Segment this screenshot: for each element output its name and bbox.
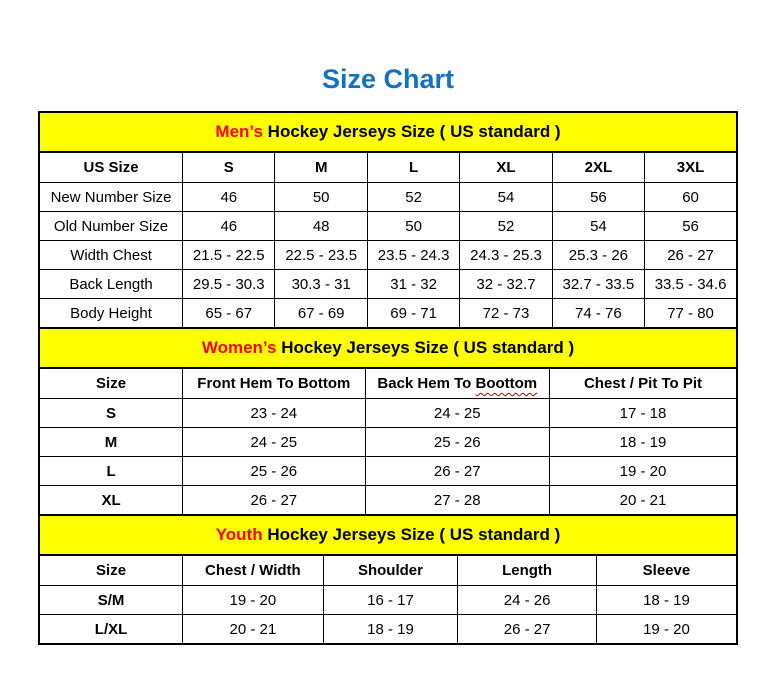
data-cell: 27 - 28 [365, 486, 549, 516]
column-header: Size [39, 368, 183, 399]
data-cell: 46 [183, 183, 275, 212]
data-cell: 69 - 71 [367, 299, 459, 329]
data-cell: 60 [645, 183, 737, 212]
data-cell: 22.5 - 23.5 [275, 241, 367, 270]
row-label: L/XL [39, 615, 183, 645]
data-cell: 18 - 19 [323, 615, 458, 645]
womens-section-title-highlight: Women’s [201, 338, 277, 357]
data-cell: 50 [275, 183, 367, 212]
column-header [365, 368, 549, 399]
data-cell: 25 - 26 [365, 428, 549, 457]
table-row [39, 270, 737, 299]
data-cell: 26 - 27 [183, 486, 365, 516]
column-header: Chest / Pit To Pit [550, 368, 738, 399]
page-title: Size Chart [321, 64, 455, 94]
data-cell: 32 - 32.7 [460, 270, 552, 299]
table-row [39, 586, 737, 615]
column-header: XL [460, 152, 552, 183]
youth-section-title-text: Hockey Jerseys Size ( US standard ) [262, 525, 561, 544]
table-row [39, 212, 737, 241]
youth-section-title-highlight: Youth [215, 525, 263, 544]
youth-section-title [39, 515, 737, 555]
data-cell: 56 [552, 183, 644, 212]
table-row [39, 428, 737, 457]
data-cell: 19 - 20 [550, 457, 738, 486]
data-cell: 25 - 26 [183, 457, 365, 486]
mens-section-title-text: Hockey Jerseys Size ( US standard ) [262, 122, 561, 141]
row-label: Body Height [39, 299, 183, 329]
womens-section-header-row [39, 328, 737, 368]
data-cell: 33.5 - 34.6 [645, 270, 737, 299]
data-cell: 20 - 21 [550, 486, 738, 516]
data-cell: 77 - 80 [645, 299, 737, 329]
row-label: Old Number Size [39, 212, 183, 241]
row-label: XL [39, 486, 183, 516]
data-cell: 24 - 26 [458, 586, 597, 615]
data-cell: 25.3 - 26 [552, 241, 644, 270]
data-cell: 24 - 25 [183, 428, 365, 457]
column-header: Size [39, 555, 183, 586]
data-cell: 56 [645, 212, 737, 241]
mens-section-header-row [39, 112, 737, 152]
data-cell: 54 [460, 183, 552, 212]
row-label: Back Length [39, 270, 183, 299]
data-cell: 26 - 27 [365, 457, 549, 486]
table-row [39, 486, 737, 516]
column-header: M [275, 152, 367, 183]
document-page [38, 0, 738, 645]
column-header: Front Hem To Bottom [183, 368, 365, 399]
youth-header-row [39, 555, 737, 586]
data-cell: 24 - 25 [365, 399, 549, 428]
column-header: US Size [39, 152, 183, 183]
data-cell: 23 - 24 [183, 399, 365, 428]
row-label: L [39, 457, 183, 486]
data-cell: 52 [367, 183, 459, 212]
womens-size-table [38, 327, 738, 516]
row-label: Width Chest [39, 241, 183, 270]
mens-table-body [39, 183, 737, 329]
column-header: Chest / Width [183, 555, 324, 586]
youth-section-header-row [39, 515, 737, 555]
data-cell: 17 - 18 [550, 399, 738, 428]
column-header: Shoulder [323, 555, 458, 586]
row-label: M [39, 428, 183, 457]
data-cell: 46 [183, 212, 275, 241]
mens-section-title [39, 112, 737, 152]
row-label: New Number Size [39, 183, 183, 212]
mens-size-table [38, 111, 738, 329]
data-cell: 18 - 19 [550, 428, 738, 457]
data-cell: 29.5 - 30.3 [183, 270, 275, 299]
column-header: 2XL [552, 152, 644, 183]
data-cell: 18 - 19 [596, 586, 737, 615]
table-row [39, 615, 737, 645]
column-header: 3XL [645, 152, 737, 183]
column-header: Length [458, 555, 597, 586]
data-cell: 21.5 - 22.5 [183, 241, 275, 270]
data-cell: 67 - 69 [275, 299, 367, 329]
misspelled-word: Boottom [475, 375, 538, 392]
womens-section-title-text: Hockey Jerseys Size ( US standard ) [276, 338, 575, 357]
column-header: Sleeve [596, 555, 737, 586]
table-row [39, 399, 737, 428]
data-cell: 31 - 32 [367, 270, 459, 299]
data-cell: 54 [552, 212, 644, 241]
youth-size-table [38, 514, 738, 645]
data-cell: 26 - 27 [645, 241, 737, 270]
table-row [39, 299, 737, 329]
table-row [39, 241, 737, 270]
data-cell: 32.7 - 33.5 [552, 270, 644, 299]
data-cell: 26 - 27 [458, 615, 597, 645]
mens-section-title-highlight: Men’s [215, 122, 263, 141]
table-row [39, 457, 737, 486]
womens-header-row [39, 368, 737, 399]
data-cell: 23.5 - 24.3 [367, 241, 459, 270]
data-cell: 52 [460, 212, 552, 241]
womens-table-body [39, 399, 737, 516]
data-cell: 48 [275, 212, 367, 241]
womens-section-title [39, 328, 737, 368]
data-cell: 65 - 67 [183, 299, 275, 329]
data-cell: 19 - 20 [596, 615, 737, 645]
data-cell: 72 - 73 [460, 299, 552, 329]
data-cell: 16 - 17 [323, 586, 458, 615]
data-cell: 20 - 21 [183, 615, 324, 645]
data-cell: 19 - 20 [183, 586, 324, 615]
column-header: S [183, 152, 275, 183]
table-row [39, 183, 737, 212]
mens-header-row [39, 152, 737, 183]
row-label: S/M [39, 586, 183, 615]
data-cell: 74 - 76 [552, 299, 644, 329]
row-label: S [39, 399, 183, 428]
data-cell: 50 [367, 212, 459, 241]
data-cell: 30.3 - 31 [275, 270, 367, 299]
data-cell: 24.3 - 25.3 [460, 241, 552, 270]
column-header: L [367, 152, 459, 183]
column-header-text: Back Hem To [377, 375, 476, 392]
youth-table-body [39, 586, 737, 645]
